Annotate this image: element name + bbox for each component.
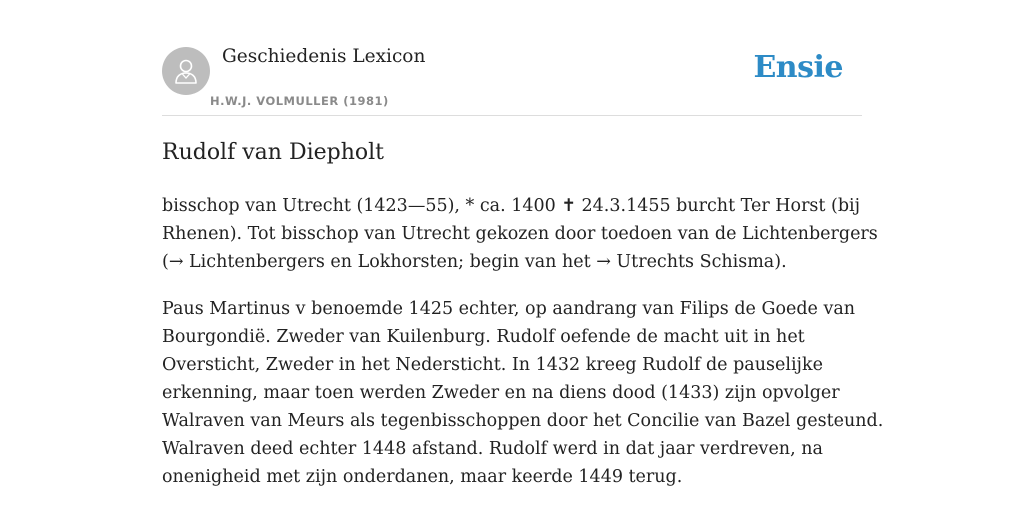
paragraph-line: bisschop van Utrecht (1423—55), * ca. 1400 ✝ 24.3.1455 burcht Ter Horst (bij: [162, 196, 861, 216]
paragraph-text: ; begin van het: [458, 252, 597, 272]
paragraph-line: Bourgondië. Zweder van Kuilenburg. Rudolf oefende de macht uit in het: [162, 327, 805, 347]
page-title: Rudolf van Diepholt: [162, 140, 385, 165]
header: [162, 0, 862, 116]
xref-lichtenbergers-link[interactable]: → Lichtenbergers en Lokhorsten: [168, 252, 459, 272]
paragraph-line: [162, 248, 862, 276]
avatar[interactable]: [162, 47, 210, 95]
user-avatar-icon: [173, 57, 199, 85]
paren-close: ).: [774, 252, 787, 272]
paragraph-body: [162, 295, 884, 491]
xref-utrechts-schisma-link[interactable]: → Utrechts Schisma: [596, 252, 775, 272]
paragraph-line: Rhenen). Tot bisschop van Utrecht gekozen door toedoen van de Lichtenbergers: [162, 224, 878, 244]
paragraph-line: Walraven deed echter 1448 afstand. Rudolf werd in dat jaar verdreven, na: [162, 439, 823, 459]
brand-logo[interactable]: Ensie: [753, 50, 843, 85]
lexicon-title-link[interactable]: Geschiedenis Lexicon: [222, 46, 426, 67]
paragraph-line: Walraven van Meurs als tegenbisschoppen door het Concilie van Bazel gesteund.: [162, 411, 884, 431]
paragraph-line: onenigheid met zijn onderdanen, maar keerde 1449 terug.: [162, 467, 683, 487]
paragraph-line: Paus Martinus v benoemde 1425 echter, op aandrang van Filips de Goede van: [162, 299, 856, 319]
paragraph-intro: [162, 192, 878, 276]
paren-open: (: [162, 252, 169, 272]
paragraph-line: Oversticht, Zweder in het Nedersticht. In 1432 kreeg Rudolf de pauselijke: [162, 355, 823, 375]
page: [162, 0, 884, 487]
author-byline: H.W.J. VOLMULLER (1981): [210, 94, 389, 108]
paragraph-line: erkenning, maar toen werden Zweder en na diens dood (1433) zijn opvolger: [162, 383, 840, 403]
